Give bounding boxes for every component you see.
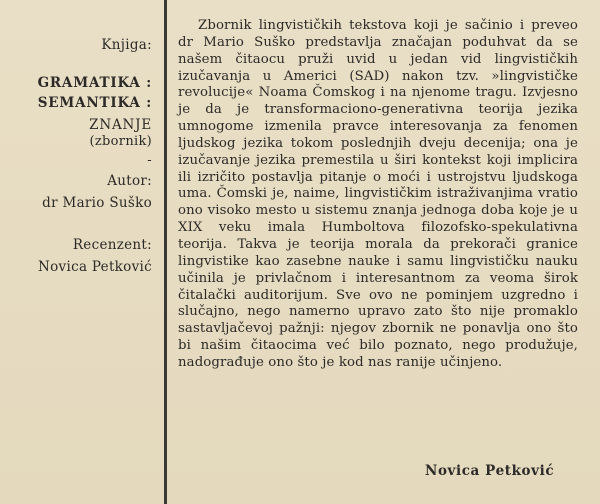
review-column	[178, 18, 578, 372]
author-name: dr Mario Suško	[42, 195, 152, 211]
book-label: Knjiga:	[101, 37, 152, 53]
book-title-line1: GRAMATIKA :	[37, 75, 152, 91]
column-divider	[164, 0, 167, 504]
separator-dash: -	[147, 153, 152, 168]
reviewer-label: Recenzent:	[72, 237, 152, 253]
book-info-column	[0, 0, 160, 504]
book-title-line2: SEMANTIKA :	[37, 95, 152, 111]
book-title-note: (zbornik)	[89, 134, 152, 149]
book-title-line3: ZNANJE	[89, 117, 152, 133]
author-label: Autor:	[107, 173, 152, 189]
review-signature: Novica Petković	[425, 463, 555, 479]
review-paragraph: Zbornik lingvističkih tekstova koji je sačinio i preveo dr Mario Suško predstavlja značajan poduhvat da se našem čitaocu pruži uvid u jedan vid lingvističkih izučavanja u Americi (SAD) nakon tzv. »lingvističke revolucije« Noama Čomskog i na njenome tragu. Izvjesno je da je transformaciono-generativna teorija jezika umnogome izmenila pravce interesovanja za fenomen ljudskog jezika tokom poslednjih dveju decenija; ona je izučavanje jezika premestila u širi kontekst koji implicira ili izričito postavlja pitanje o moći i ustrojstvu ljudskoga uma. Čomski je, naime, lingvističkim istraživanjima vratio ono visoko mesto u sistemu znanja jednoga doba koje je u XIX veku imala Humboltova filozofsko-spekulativna teorija. Takva je teorija morala da prekorači granice lingvistike kao zasebne nauke i samu lingvističku nauku učinila je privlačnom i interesantnom za veoma širok čitalački auditorijum. Sve ovo ne pominjem uzgredno i slučajno, nego namerno upravo zato što nije promaklo sastavljačevoj pažnji: njegov zbornik ne ponavlja ono što bi našim čitaocima već bilo poznato, nego produžuje, nadograđuje ono što je kod nas ranije učinjeno.	[178, 18, 578, 370]
reviewer-name: Novica Petković	[38, 259, 152, 275]
